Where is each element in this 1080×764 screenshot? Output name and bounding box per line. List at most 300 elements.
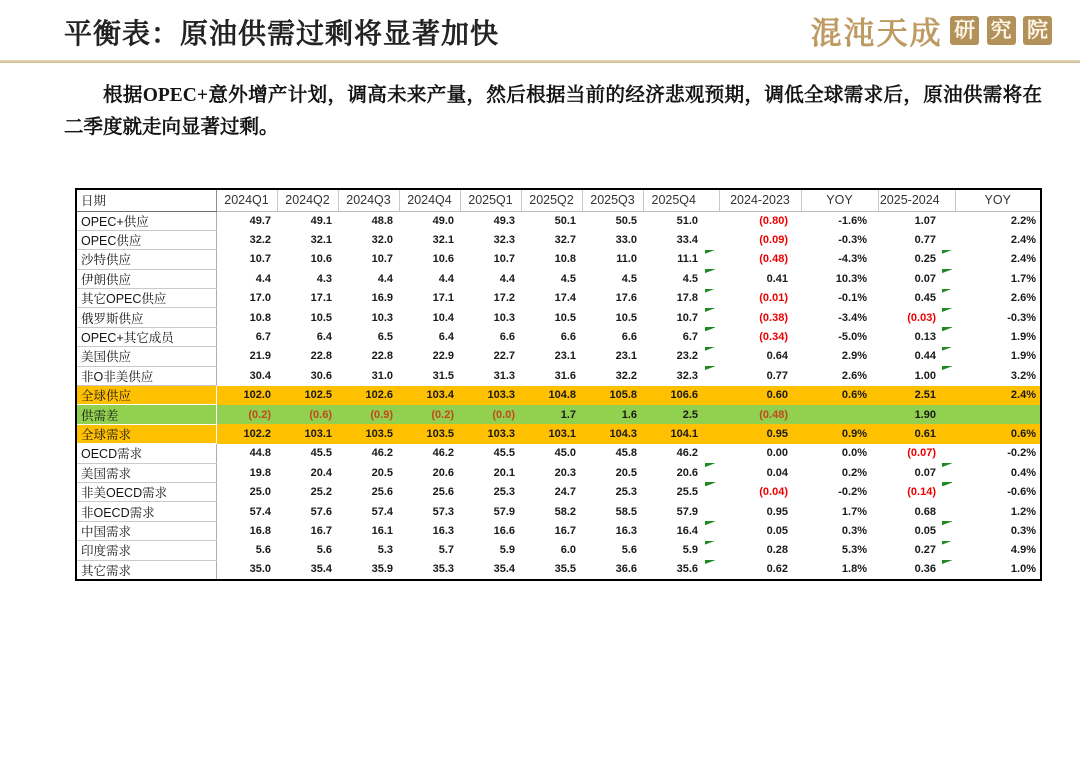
row-label: 美国供应: [76, 347, 216, 366]
value-cell: -1.6%: [838, 214, 867, 227]
table-row: [76, 560, 1041, 580]
value-cell: 45.0: [554, 447, 576, 460]
green-flag-icon: [942, 250, 952, 254]
value-cell: 31.6: [554, 369, 576, 382]
value-cell: 57.9: [493, 505, 515, 518]
row-label: 俄罗斯供应: [76, 308, 216, 327]
value-cell: 0.28: [766, 544, 788, 557]
value-cell: -0.1%: [838, 292, 867, 305]
value-cell: 17.6: [615, 292, 637, 305]
value-cell: 19.8: [249, 466, 271, 479]
table-row: [76, 405, 1041, 424]
value-cell: 0.07: [914, 272, 936, 285]
column-header: YOY: [801, 189, 878, 211]
value-cell: 1.6: [582, 405, 643, 424]
value-cell: 1.2%: [1010, 505, 1036, 518]
value-cell: 58.5: [615, 505, 637, 518]
value-cell: (0.0): [460, 405, 521, 424]
value-cell: 23.1: [615, 350, 637, 363]
value-cell: 17.0: [249, 292, 271, 305]
value-cell: 0.3%: [1010, 524, 1036, 537]
value-cell: 0.62: [766, 563, 788, 576]
value-cell: 25.3: [493, 486, 515, 499]
table-row: [76, 541, 1041, 560]
value-cell: 20.3: [554, 466, 576, 479]
value-cell: 57.3: [432, 505, 454, 518]
value-cell: 35.0: [249, 563, 271, 576]
value-cell: 16.9: [371, 292, 393, 305]
seal-char-3: 院: [1023, 16, 1052, 45]
value-cell: 20.6: [432, 466, 454, 479]
value-cell: 32.0: [371, 234, 393, 247]
gap-cell: [704, 521, 719, 540]
value-cell: 22.7: [493, 350, 515, 363]
row-label: 其它OPEC供应: [76, 289, 216, 308]
column-header: 2025Q4: [643, 189, 704, 211]
value-cell: 10.3: [371, 311, 393, 324]
table-row: [76, 463, 1041, 482]
value-cell: -3.4%: [838, 311, 867, 324]
value-cell: 5.9: [499, 544, 515, 557]
row-label: 印度需求: [76, 541, 216, 560]
table-row: [76, 308, 1041, 327]
green-flag-icon: [705, 560, 715, 564]
gap-cell: [704, 289, 719, 308]
value-cell: 17.1: [432, 292, 454, 305]
value-cell: 1.7%: [1010, 272, 1036, 285]
value-cell: 25.3: [615, 486, 637, 499]
value-cell: 31.3: [493, 369, 515, 382]
value-cell: (0.48): [759, 253, 788, 266]
value-cell: 21.9: [249, 350, 271, 363]
value-cell: 103.5: [399, 424, 460, 443]
gap-cell: [941, 386, 955, 405]
value-cell: 45.5: [493, 447, 515, 460]
gap-cell: [941, 444, 955, 463]
green-flag-icon: [705, 308, 715, 312]
value-cell: 10.8: [249, 311, 271, 324]
value-cell: 10.7: [493, 253, 515, 266]
brand-logo: [811, 8, 1052, 53]
value-cell: 35.4: [493, 563, 515, 576]
gap-cell: [941, 230, 955, 249]
gap-cell: [704, 366, 719, 385]
brand-name: 混沌天成: [810, 16, 943, 51]
value-cell: 36.6: [615, 563, 637, 576]
value-cell: 10.7: [371, 253, 393, 266]
value-cell: 0.61: [878, 424, 941, 443]
value-cell: 10.5: [554, 311, 576, 324]
value-cell: 0.25: [914, 253, 936, 266]
green-flag-icon: [942, 521, 952, 525]
value-cell: 23.1: [554, 350, 576, 363]
value-cell: 6.6: [499, 331, 515, 344]
value-cell: (0.6): [277, 405, 338, 424]
row-label: 非美OECD需求: [76, 482, 216, 501]
value-cell: 51.0: [676, 214, 698, 227]
value-cell: 3.2%: [1010, 369, 1036, 382]
value-cell: 4.5: [560, 272, 576, 285]
row-label: OECD需求: [76, 444, 216, 463]
value-cell: 35.4: [310, 563, 332, 576]
value-cell: 35.6: [676, 563, 698, 576]
value-cell: 22.8: [310, 350, 332, 363]
header-row: [76, 189, 1041, 211]
value-cell: 20.5: [615, 466, 637, 479]
row-label: 伊朗供应: [76, 269, 216, 288]
green-flag-icon: [942, 269, 952, 273]
value-cell: 1.7%: [841, 505, 867, 518]
page-title: 平衡表：原油供需过剩将显著加快: [64, 19, 500, 50]
gap-cell: [704, 327, 719, 346]
gap-cell: [941, 211, 955, 230]
value-cell: 17.8: [676, 292, 698, 305]
column-header-gap: [704, 189, 719, 211]
value-cell: 44.8: [249, 447, 271, 460]
value-cell: 1.0%: [1010, 563, 1036, 576]
table-row: [76, 444, 1041, 463]
value-cell: 32.1: [310, 234, 332, 247]
value-cell: (0.34): [759, 331, 788, 344]
value-cell: (0.07): [907, 447, 936, 460]
green-flag-icon: [942, 463, 952, 467]
value-cell: 102.5: [277, 386, 338, 405]
value-cell: 103.3: [460, 386, 521, 405]
value-cell: 16.3: [432, 524, 454, 537]
row-label: 其它需求: [76, 560, 216, 580]
value-cell: 103.1: [521, 424, 582, 443]
value-cell: 32.3: [676, 369, 698, 382]
value-cell: 0.41: [766, 272, 788, 285]
column-header-date: 日期: [76, 189, 216, 211]
value-cell: 22.9: [432, 350, 454, 363]
value-cell: 25.2: [310, 486, 332, 499]
value-cell: 5.3%: [841, 544, 867, 557]
value-cell: 10.7: [676, 311, 698, 324]
value-cell: 6.0: [560, 544, 576, 557]
column-header: 2024Q4: [399, 189, 460, 211]
green-flag-icon: [942, 482, 952, 486]
value-cell: 104.3: [582, 424, 643, 443]
seal-char-1: 研: [950, 16, 979, 45]
value-cell: 0.95: [719, 424, 801, 443]
column-header: 2024Q2: [277, 189, 338, 211]
value-cell: 6.4: [316, 331, 332, 344]
value-cell: 10.7: [249, 253, 271, 266]
balance-table: [75, 188, 1042, 581]
row-label: 非O非美供应: [76, 366, 216, 385]
value-cell: 10.8: [554, 253, 576, 266]
value-cell: 49.0: [432, 214, 454, 227]
gap-cell: [704, 308, 719, 327]
column-header: 2025Q2: [521, 189, 582, 211]
gap-cell: [941, 269, 955, 288]
value-cell: 31.0: [371, 369, 393, 382]
value-cell: 31.5: [432, 369, 454, 382]
gap-cell: [704, 502, 719, 521]
green-flag-icon: [705, 289, 715, 293]
row-label: 全球需求: [76, 424, 216, 443]
column-header-gap: [941, 189, 955, 211]
value-cell: 57.6: [310, 505, 332, 518]
value-cell: 16.7: [310, 524, 332, 537]
green-flag-icon: [942, 366, 952, 370]
value-cell: 1.90: [878, 405, 941, 424]
value-cell: 5.6: [316, 544, 332, 557]
value-cell: 6.7: [682, 331, 698, 344]
value-cell: 0.00: [766, 447, 788, 460]
value-cell: 45.5: [310, 447, 332, 460]
table-row: [76, 347, 1041, 366]
column-header: 2024Q3: [338, 189, 399, 211]
value-cell: 2.6%: [841, 369, 867, 382]
value-cell: 50.1: [554, 214, 576, 227]
table-row: [76, 424, 1041, 443]
value-cell: (0.38): [759, 311, 788, 324]
row-label: OPEC+供应: [76, 211, 216, 230]
value-cell: 10.3%: [835, 272, 867, 285]
gap-cell: [704, 444, 719, 463]
intro-paragraph: 根据OPEC+意外增产计划，调高未来产量，然后根据当前的经济悲观预期，调低全球需求后，原油供需将在二季度就走向显著过剩。: [64, 85, 1042, 138]
value-cell: 49.1: [310, 214, 332, 227]
value-cell: 0.64: [766, 350, 788, 363]
value-cell: 4.9%: [1010, 544, 1036, 557]
value-cell: 103.3: [460, 424, 521, 443]
value-cell: 2.4%: [1010, 234, 1036, 247]
gap-cell: [941, 250, 955, 269]
table-row: [76, 521, 1041, 540]
value-cell: 0.05: [766, 524, 788, 537]
value-cell: 0.77: [766, 369, 788, 382]
column-header: 2025Q3: [582, 189, 643, 211]
value-cell: 6.5: [377, 331, 393, 344]
gap-cell: [704, 482, 719, 501]
table-row: [76, 482, 1041, 501]
value-cell: 10.5: [615, 311, 637, 324]
value-cell: 103.4: [399, 386, 460, 405]
value-cell: -0.3%: [838, 234, 867, 247]
value-cell: 10.3: [493, 311, 515, 324]
value-cell: 1.00: [914, 369, 936, 382]
gap-cell: [704, 424, 719, 443]
value-cell: 2.4%: [1010, 253, 1036, 266]
value-cell: 5.6: [255, 544, 271, 557]
value-cell: 104.1: [643, 424, 704, 443]
green-flag-icon: [705, 521, 715, 525]
table-header: [76, 189, 1041, 211]
value-cell: 25.5: [676, 486, 698, 499]
green-flag-icon: [705, 250, 715, 254]
gap-cell: [704, 560, 719, 580]
gap-cell: [941, 327, 955, 346]
gap-cell: [941, 289, 955, 308]
gap-cell: [704, 250, 719, 269]
row-label: 沙特供应: [76, 250, 216, 269]
value-cell: 49.7: [249, 214, 271, 227]
value-cell: 50.5: [615, 214, 637, 227]
value-cell: 20.5: [371, 466, 393, 479]
value-cell: 104.8: [521, 386, 582, 405]
green-flag-icon: [705, 541, 715, 545]
table-row: [76, 502, 1041, 521]
value-cell: 32.2: [615, 369, 637, 382]
gap-cell: [704, 405, 719, 424]
value-cell: 17.1: [310, 292, 332, 305]
value-cell: 1.9%: [1010, 331, 1036, 344]
value-cell: -4.3%: [838, 253, 867, 266]
value-cell: 35.5: [554, 563, 576, 576]
table-row: [76, 269, 1041, 288]
value-cell: 5.9: [682, 544, 698, 557]
value-cell: 102.6: [338, 386, 399, 405]
green-flag-icon: [705, 463, 715, 467]
value-cell: 102.2: [216, 424, 277, 443]
green-flag-icon: [942, 327, 952, 331]
value-cell: 30.4: [249, 369, 271, 382]
value-cell: 0.04: [766, 466, 788, 479]
value-cell: 0.44: [914, 350, 936, 363]
value-cell: 4.4: [499, 272, 515, 285]
value-cell: 0.60: [719, 386, 801, 405]
value-cell: (0.03): [907, 311, 936, 324]
value-cell: 103.5: [338, 424, 399, 443]
green-flag-icon: [942, 541, 952, 545]
column-header: 2024-2023: [719, 189, 801, 211]
value-cell: 5.6: [621, 544, 637, 557]
value-cell: 106.6: [643, 386, 704, 405]
value-cell: 6.6: [560, 331, 576, 344]
value-cell: -0.6%: [1007, 486, 1036, 499]
value-cell: 24.7: [554, 486, 576, 499]
table-row: [76, 366, 1041, 385]
gap-cell: [941, 482, 955, 501]
value-cell: 57.4: [371, 505, 393, 518]
value-cell: 23.2: [676, 350, 698, 363]
value-cell: 0.13: [914, 331, 936, 344]
value-cell: 10.4: [432, 311, 454, 324]
value-cell: 45.8: [615, 447, 637, 460]
value-cell: 20.6: [676, 466, 698, 479]
gap-cell: [941, 521, 955, 540]
table-row: [76, 230, 1041, 249]
table-body: [76, 211, 1041, 580]
value-cell: 0.95: [766, 505, 788, 518]
value-cell: 10.6: [432, 253, 454, 266]
row-label: OPEC供应: [76, 230, 216, 249]
value-cell: 0.77: [914, 234, 936, 247]
value-cell: 1.07: [914, 214, 936, 227]
value-cell: 48.8: [371, 214, 393, 227]
gap-cell: [941, 560, 955, 580]
value-cell: -0.3%: [1007, 311, 1036, 324]
value-cell: 16.7: [554, 524, 576, 537]
value-cell: -0.2%: [1007, 447, 1036, 460]
value-cell: 0.0%: [841, 447, 867, 460]
value-cell: 6.6: [621, 331, 637, 344]
value-cell: 10.6: [310, 253, 332, 266]
value-cell: 4.4: [377, 272, 393, 285]
green-flag-icon: [942, 308, 952, 312]
value-cell: 2.6%: [1010, 292, 1036, 305]
row-label: 全球供应: [76, 386, 216, 405]
value-cell: -5.0%: [838, 331, 867, 344]
value-cell: [801, 405, 878, 424]
green-flag-icon: [705, 366, 715, 370]
value-cell: (0.01): [759, 292, 788, 305]
value-cell: 6.7: [255, 331, 271, 344]
value-cell: 58.2: [554, 505, 576, 518]
value-cell: 0.27: [914, 544, 936, 557]
green-flag-icon: [705, 347, 715, 351]
table-row: [76, 386, 1041, 405]
value-cell: 0.36: [914, 563, 936, 576]
value-cell: 46.2: [676, 447, 698, 460]
value-cell: 20.4: [310, 466, 332, 479]
value-cell: 35.9: [371, 563, 393, 576]
gap-cell: [704, 463, 719, 482]
gap-cell: [941, 541, 955, 560]
gap-cell: [704, 347, 719, 366]
value-cell: 0.3%: [841, 524, 867, 537]
value-cell: 22.8: [371, 350, 393, 363]
value-cell: 2.2%: [1010, 214, 1036, 227]
table-row: [76, 327, 1041, 346]
gap-cell: [941, 405, 955, 424]
value-cell: 33.0: [615, 234, 637, 247]
value-cell: 25.6: [371, 486, 393, 499]
column-header: 2025-2024: [878, 189, 941, 211]
value-cell: 25.6: [432, 486, 454, 499]
value-cell: 17.4: [554, 292, 576, 305]
gap-cell: [941, 424, 955, 443]
value-cell: 5.7: [438, 544, 454, 557]
value-cell: 4.4: [438, 272, 454, 285]
green-flag-icon: [705, 269, 715, 273]
gap-cell: [704, 230, 719, 249]
gap-cell: [941, 308, 955, 327]
gap-cell: [704, 211, 719, 230]
value-cell: (0.2): [216, 405, 277, 424]
row-label: 供需差: [76, 405, 216, 424]
value-cell: 46.2: [371, 447, 393, 460]
value-cell: 1.7: [521, 405, 582, 424]
table-row: [76, 250, 1041, 269]
value-cell: 32.7: [554, 234, 576, 247]
value-cell: 2.51: [878, 386, 941, 405]
value-cell: 2.9%: [841, 350, 867, 363]
value-cell: 0.07: [914, 466, 936, 479]
green-flag-icon: [942, 560, 952, 564]
value-cell: 16.3: [615, 524, 637, 537]
column-header: YOY: [955, 189, 1041, 211]
value-cell: 10.5: [310, 311, 332, 324]
value-cell: (0.09): [759, 234, 788, 247]
gap-cell: [941, 347, 955, 366]
value-cell: 2.5: [643, 405, 704, 424]
green-flag-icon: [942, 347, 952, 351]
value-cell: 20.1: [493, 466, 515, 479]
value-cell: 0.6%: [801, 386, 878, 405]
gap-cell: [941, 502, 955, 521]
value-cell: -0.2%: [838, 486, 867, 499]
green-flag-icon: [705, 482, 715, 486]
green-flag-icon: [942, 289, 952, 293]
row-label: 美国需求: [76, 463, 216, 482]
green-flag-icon: [705, 327, 715, 331]
value-cell: (0.14): [907, 486, 936, 499]
table-row: [76, 289, 1041, 308]
value-cell: 25.0: [249, 486, 271, 499]
